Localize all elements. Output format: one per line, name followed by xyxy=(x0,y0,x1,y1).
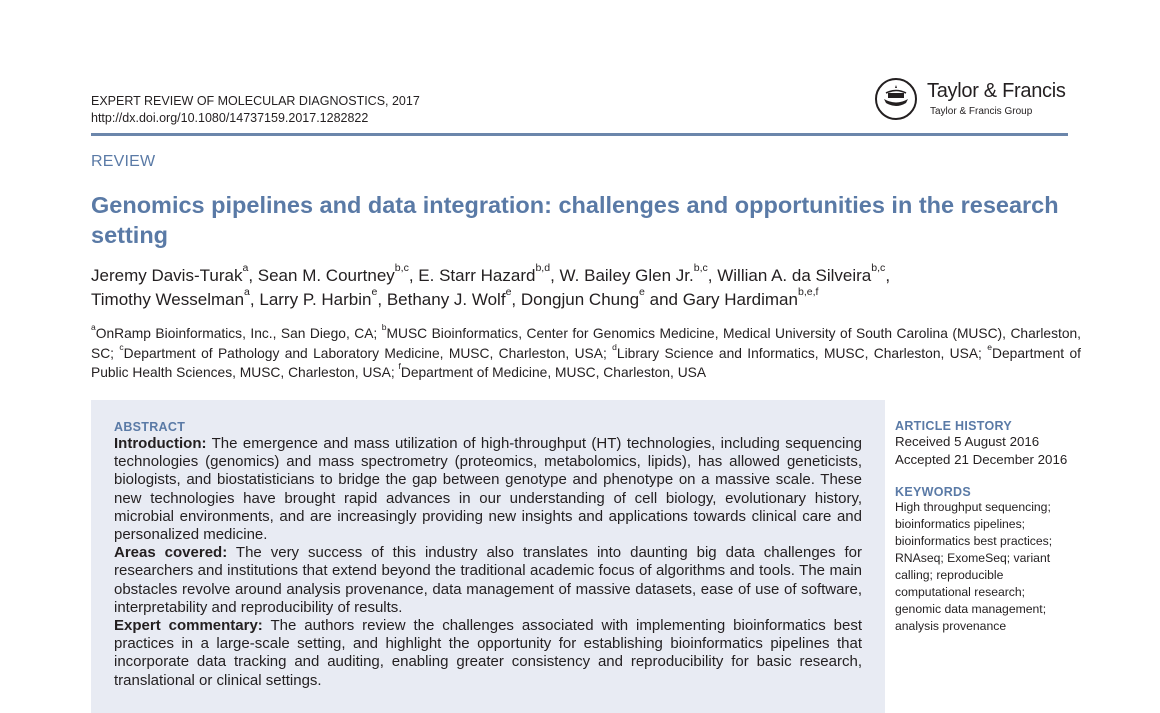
author-line-2 xyxy=(91,285,1081,312)
author[interactable] xyxy=(520,285,645,309)
author-separator: , xyxy=(885,266,891,285)
doi-link[interactable]: http://dx.doi.org/10.1080/14737159.2017.1282822 xyxy=(91,111,369,125)
abstract-introduction xyxy=(114,435,862,544)
author-name: Dongjun Chung xyxy=(520,290,640,309)
affiliations xyxy=(91,324,1081,383)
author-name: Timothy Wesselman xyxy=(91,290,245,309)
author-name: Bethany J. Wolf xyxy=(386,290,506,309)
section-text: The emergence and mass utilization of high-throughput (HT) technologies, including sequencing technologies (genomics) and mass spectrometry (proteomics, metabolomics, lipids), has allowed geneticists, biologists, and biostatisticians to bridge the gap between genotype and phenotype on a massive scale. These new technologies have brought rapid advances in our understanding of cell biology, evolutionary history, microbial environments, and are increasingly providing new insights and applications towards clinical care and personalized medicine. xyxy=(114,435,862,544)
section-label: Introduction: xyxy=(114,435,207,452)
abstract-heading: ABSTRACT xyxy=(114,420,186,434)
author[interactable] xyxy=(386,285,512,309)
affiliation-text: Department of Pathology and Laboratory Medicine, MUSC, Charleston, USA; xyxy=(123,345,613,361)
author-affiliation-marker: b,c xyxy=(394,261,409,274)
article-title: Genomics pipelines and data integration: challenges and opportunities in the research setting xyxy=(91,192,1059,248)
publisher-name: Taylor & Francis xyxy=(927,80,1066,102)
affiliation-text: Department of Public Health Sciences, MUSC, Charleston, USA; xyxy=(91,345,1081,381)
publisher-logo[interactable] xyxy=(875,78,1075,124)
keywords xyxy=(895,485,1095,635)
journal-name: EXPERT REVIEW OF MOLECULAR DIAGNOSTICS, 2017 xyxy=(91,94,420,108)
keywords-heading: KEYWORDS xyxy=(895,485,972,499)
author-affiliation-marker: e xyxy=(505,285,512,298)
author[interactable] xyxy=(418,261,551,285)
article-type: REVIEW xyxy=(91,153,156,170)
header-rule xyxy=(91,133,1068,136)
affiliation-text: MUSC Bioinformatics, Center for Genomics Medicine, Medical University of South Carolina (MUSC), Charleston, SC; xyxy=(91,326,1082,361)
author-separator: , xyxy=(248,266,258,285)
affiliation-text: Library Science and Informatics, MUSC, Charleston, USA; xyxy=(616,345,988,361)
affiliation-text: OnRamp Bioinformatics, Inc., San Diego, CA; xyxy=(95,326,382,341)
section-text: The authors review the challenges associated with implementing bioinformatics best practices in a large-scale setting, and highlight the opportunity for establishing bioinformatics pipelines that incorporate data tracking and auditing, enabling greater consistency and reproducibility for basic research, translational or clinical settings. xyxy=(114,617,862,689)
author-separator: and xyxy=(644,290,683,309)
section-label: Areas covered: xyxy=(114,544,228,562)
received-date: Received 5 August 2016 xyxy=(895,434,1040,449)
author-affiliation-marker: a xyxy=(242,261,249,274)
abstract-expert-commentary xyxy=(114,617,862,690)
keywords-text: High throughput sequencing; bioinformatics pipelines; bioinformatics best practices; RNAseq; ExomeSeq; variant calling; reproducible computational research; genomic data management; analysis provenance xyxy=(895,500,1053,633)
author-name: W. Bailey Glen Jr. xyxy=(559,266,694,285)
affiliation-key: f xyxy=(398,361,401,372)
author-line-1 xyxy=(91,261,1081,288)
affiliation-key: a xyxy=(91,322,96,333)
author-list xyxy=(91,261,1081,312)
journal-header xyxy=(91,93,420,127)
section-label: Expert commentary: xyxy=(114,617,263,635)
author[interactable] xyxy=(717,261,886,285)
author-name: Gary Hardiman xyxy=(682,290,798,309)
author-name: Jeremy Davis-Turak xyxy=(91,266,243,285)
affiliation-key: b xyxy=(381,322,387,333)
abstract-areas-covered xyxy=(114,544,862,617)
author-name: Larry P. Harbin xyxy=(259,290,372,309)
author-affiliation-marker: e xyxy=(639,285,645,298)
author-name: Willian A. da Silveira xyxy=(717,266,872,285)
affiliation-key: d xyxy=(612,341,617,352)
author[interactable] xyxy=(91,261,249,285)
publisher-emblem-icon xyxy=(875,78,917,120)
abstract-box xyxy=(91,400,885,713)
author-separator: , xyxy=(707,266,718,285)
article-history-heading: ARTICLE HISTORY xyxy=(895,419,1013,433)
author-affiliation-marker: a xyxy=(244,285,250,298)
author-affiliation-marker: b,c xyxy=(693,261,708,274)
section-text: The very success of this industry also translates into daunting big data challenges for researchers and institutions that extend beyond the traditional academic focus of algorithms and tools. The main obstacles revolve around analysis provenance, data management of massive datasets, ease of use of software, interpretability and reproducibility of results. xyxy=(114,544,862,616)
author[interactable] xyxy=(91,285,250,309)
author-affiliation-marker: b,c xyxy=(871,261,886,274)
abstract-content xyxy=(114,419,862,690)
article-history xyxy=(895,419,1095,469)
author-separator: , xyxy=(408,266,419,285)
author[interactable] xyxy=(682,285,819,309)
author[interactable] xyxy=(257,261,409,285)
author-name: Sean M. Courtney xyxy=(257,266,395,285)
author-separator: , xyxy=(249,290,260,309)
accepted-date: Accepted 21 December 2016 xyxy=(895,452,1068,467)
affiliation-key: e xyxy=(987,341,993,352)
author[interactable] xyxy=(259,285,378,309)
author-separator: , xyxy=(377,290,387,309)
author-name: E. Starr Hazard xyxy=(418,266,536,285)
author-separator: , xyxy=(550,266,560,285)
author-separator: , xyxy=(511,290,521,309)
affiliation-key: c xyxy=(119,341,124,352)
author-affiliation-marker: e xyxy=(371,285,378,298)
author-affiliation-marker: b,d xyxy=(535,261,551,274)
affiliation-text: Department of Medicine, MUSC, Charleston, USA xyxy=(400,365,707,381)
author[interactable] xyxy=(559,261,708,285)
author-affiliation-marker: b,e,f xyxy=(797,285,819,298)
publisher-group: Taylor & Francis Group xyxy=(930,106,1033,117)
